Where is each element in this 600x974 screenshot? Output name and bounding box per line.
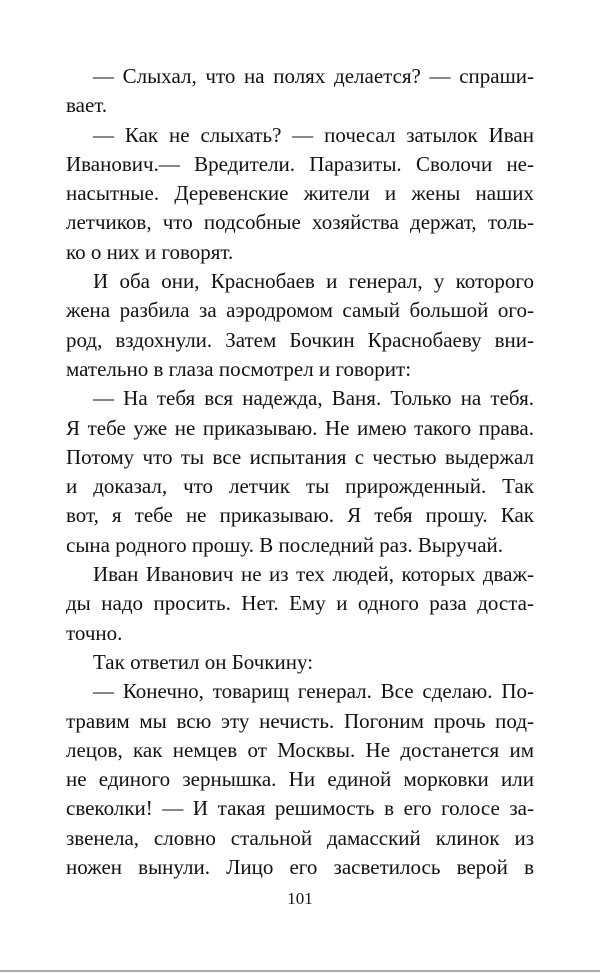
text-line: — Слыхал, что на полях делается? — спраши- bbox=[93, 64, 534, 88]
text-line: Иванович.— Вредители. Паразиты. Сволочи не- bbox=[66, 151, 534, 176]
text-line: вает. bbox=[66, 93, 108, 118]
text-line: вот, я тебе не приказываю. Я тебя прошу. Как bbox=[66, 503, 534, 528]
text-line: И оба они, Краснобаев и генерал, у которого bbox=[93, 269, 534, 294]
paragraph bbox=[66, 560, 534, 648]
text-line: — Конечно, товарищ генерал. Все сделаю. По- bbox=[93, 679, 534, 704]
text-line: Иван Иванович не из тех людей, которых дваж- bbox=[93, 562, 534, 587]
text-line: ножен вынули. Лицо его засветилось верой в bbox=[66, 855, 534, 880]
text-line: Потому что ты все испытания с честью выдержал bbox=[66, 444, 534, 469]
page-number: 101 bbox=[287, 889, 313, 908]
text-line: и доказал, что летчик ты прирожденный. Так bbox=[66, 474, 534, 499]
text-line: Так ответил он Бочкину: bbox=[93, 649, 314, 674]
text-line: род, вздохнули. Затем Бочкин Краснобаеву вни- bbox=[66, 327, 534, 352]
text-line: ды надо просить. Нет. Ему и одного раза доста- bbox=[66, 591, 534, 616]
text-line: сына родного прошу. В последний раз. Выручай. bbox=[66, 532, 504, 557]
paragraph bbox=[66, 62, 534, 121]
text-line: — Как не слыхать? — почесал затылок Иван bbox=[93, 122, 534, 147]
paragraph bbox=[66, 648, 534, 677]
text-line: — На тебя вся надежда, Ваня. Только на тебя. bbox=[93, 386, 534, 411]
text-line: Я тебе уже не приказываю. Не имею такого права. bbox=[66, 415, 534, 440]
text-line: насытные. Деревенские жители и жены наших bbox=[66, 181, 534, 206]
paragraph bbox=[66, 267, 534, 384]
book-page-text bbox=[66, 62, 534, 882]
text-line: звенела, словно стальной дамасский клинок из bbox=[66, 825, 534, 850]
paragraph bbox=[66, 121, 534, 267]
paragraph bbox=[66, 384, 534, 560]
text-line: ко о них и говорят. bbox=[66, 239, 234, 264]
text-line: летчиков, что подсобные хозяйства держат, толь- bbox=[66, 210, 534, 235]
text-line: жена разбила за аэродромом самый большой ого- bbox=[66, 298, 534, 323]
text-line: лецов, как немцев от Москвы. Не достанется им bbox=[66, 737, 534, 762]
text-line: точно. bbox=[66, 620, 123, 645]
bottom-divider bbox=[0, 970, 600, 972]
text-line: мательно в глаза посмотрел и говорит: bbox=[66, 356, 412, 381]
text-line: травим мы всю эту нечисть. Погоним прочь под- bbox=[66, 708, 534, 733]
text-line: не единого зернышка. Ни единой морковки или bbox=[66, 767, 534, 792]
text-line: свеколки! — И такая решимость в его голосе за- bbox=[66, 796, 534, 821]
paragraph bbox=[66, 677, 534, 882]
